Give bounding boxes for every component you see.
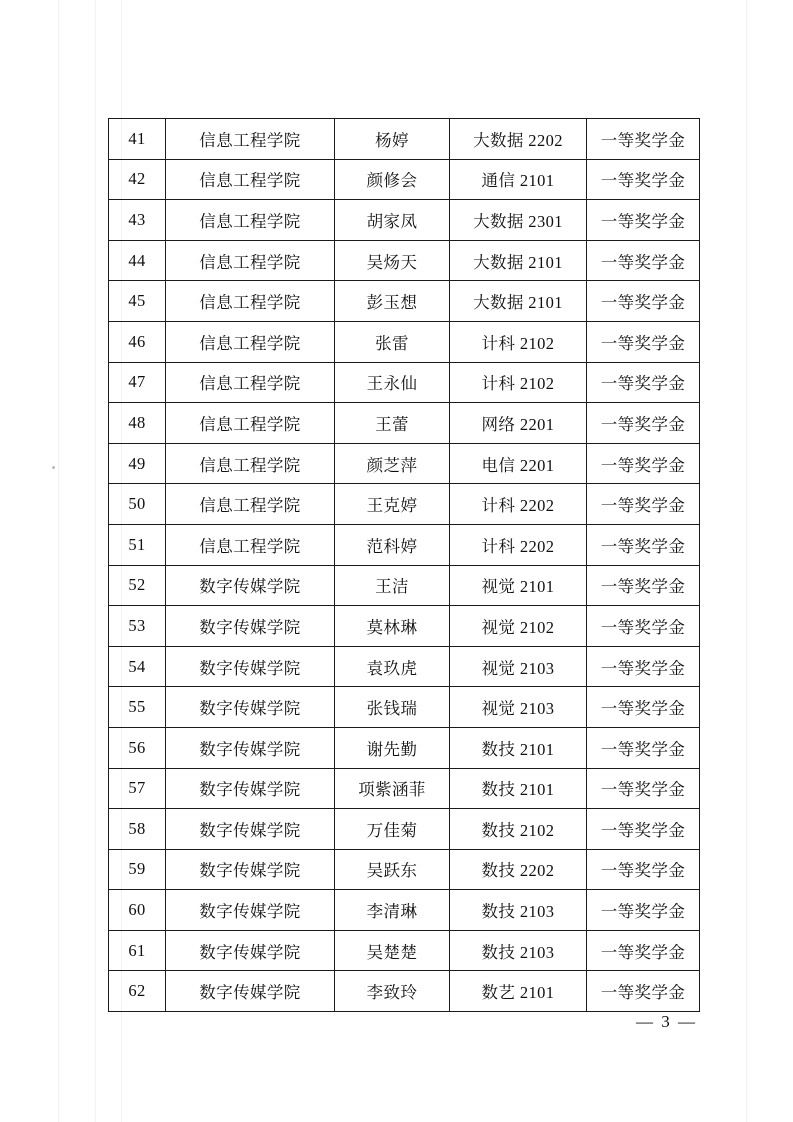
row-name-cell: 莫林琳 (335, 606, 450, 647)
row-award-cell: 一等奖学金 (587, 281, 700, 322)
row-class-cell: 大数据 2101 (450, 281, 587, 322)
row-class-cell: 数艺 2101 (450, 971, 587, 1012)
row-department-cell: 信息工程学院 (166, 321, 335, 362)
row-department-cell: 数字传媒学院 (166, 930, 335, 971)
table-row (109, 362, 700, 403)
row-name-cell: 颜芝萍 (335, 443, 450, 484)
row-department-cell: 数字传媒学院 (166, 606, 335, 647)
row-department-cell: 数字传媒学院 (166, 687, 335, 728)
row-index-cell: 54 (109, 646, 166, 687)
row-department-cell: 信息工程学院 (166, 443, 335, 484)
table-row (109, 971, 700, 1012)
row-class-cell: 数技 2102 (450, 809, 587, 850)
row-department-cell: 信息工程学院 (166, 524, 335, 565)
row-department-cell: 信息工程学院 (166, 119, 335, 160)
row-class-cell: 数技 2101 (450, 768, 587, 809)
row-index-cell: 49 (109, 443, 166, 484)
row-name-cell: 吴跃东 (335, 849, 450, 890)
page-number: — 3 — (636, 1012, 697, 1031)
row-class-cell: 通信 2101 (450, 159, 587, 200)
row-class-cell: 数技 2103 (450, 890, 587, 931)
table-row (109, 159, 700, 200)
row-index-cell: 43 (109, 200, 166, 241)
row-award-cell: 一等奖学金 (587, 403, 700, 444)
row-class-cell: 计科 2202 (450, 524, 587, 565)
scan-fold-line (95, 0, 96, 1122)
row-name-cell: 张雷 (335, 321, 450, 362)
row-class-cell: 网络 2201 (450, 403, 587, 444)
row-name-cell: 张钱瑞 (335, 687, 450, 728)
row-index-cell: 56 (109, 727, 166, 768)
row-index-cell: 61 (109, 930, 166, 971)
row-name-cell: 李清琳 (335, 890, 450, 931)
row-index-cell: 42 (109, 159, 166, 200)
table-row (109, 930, 700, 971)
row-department-cell: 信息工程学院 (166, 362, 335, 403)
row-award-cell: 一等奖学金 (587, 565, 700, 606)
table-row (109, 200, 700, 241)
row-index-cell: 46 (109, 321, 166, 362)
row-department-cell: 数字传媒学院 (166, 809, 335, 850)
row-department-cell: 信息工程学院 (166, 200, 335, 241)
row-name-cell: 王洁 (335, 565, 450, 606)
row-index-cell: 62 (109, 971, 166, 1012)
row-award-cell: 一等奖学金 (587, 687, 700, 728)
table-row (109, 890, 700, 931)
row-index-cell: 50 (109, 484, 166, 525)
row-department-cell: 信息工程学院 (166, 484, 335, 525)
row-name-cell: 王永仙 (335, 362, 450, 403)
row-index-cell: 41 (109, 119, 166, 160)
row-department-cell: 信息工程学院 (166, 403, 335, 444)
row-class-cell: 大数据 2202 (450, 119, 587, 160)
table-row (109, 119, 700, 160)
row-department-cell: 数字传媒学院 (166, 646, 335, 687)
row-department-cell: 数字传媒学院 (166, 849, 335, 890)
row-index-cell: 58 (109, 809, 166, 850)
row-index-cell: 59 (109, 849, 166, 890)
row-award-cell: 一等奖学金 (587, 727, 700, 768)
row-department-cell: 数字传媒学院 (166, 890, 335, 931)
row-award-cell: 一等奖学金 (587, 646, 700, 687)
table-row (109, 606, 700, 647)
row-name-cell: 彭玉想 (335, 281, 450, 322)
row-award-cell: 一等奖学金 (587, 890, 700, 931)
row-award-cell: 一等奖学金 (587, 240, 700, 281)
row-class-cell: 视觉 2103 (450, 646, 587, 687)
row-name-cell: 范科婷 (335, 524, 450, 565)
row-department-cell: 信息工程学院 (166, 281, 335, 322)
row-name-cell: 颜修会 (335, 159, 450, 200)
row-class-cell: 大数据 2301 (450, 200, 587, 241)
row-award-cell: 一等奖学金 (587, 809, 700, 850)
table-row (109, 281, 700, 322)
row-class-cell: 计科 2102 (450, 321, 587, 362)
table-row (109, 484, 700, 525)
row-award-cell: 一等奖学金 (587, 524, 700, 565)
row-award-cell: 一等奖学金 (587, 971, 700, 1012)
row-index-cell: 47 (109, 362, 166, 403)
row-index-cell: 52 (109, 565, 166, 606)
row-award-cell: 一等奖学金 (587, 484, 700, 525)
table-row (109, 321, 700, 362)
row-name-cell: 胡家凤 (335, 200, 450, 241)
table-row (109, 403, 700, 444)
row-name-cell: 王克婷 (335, 484, 450, 525)
row-name-cell: 项紫涵菲 (335, 768, 450, 809)
table-row (109, 768, 700, 809)
table-row (109, 240, 700, 281)
table-row (109, 443, 700, 484)
row-class-cell: 大数据 2101 (450, 240, 587, 281)
row-department-cell: 数字传媒学院 (166, 971, 335, 1012)
row-award-cell: 一等奖学金 (587, 443, 700, 484)
row-department-cell: 数字传媒学院 (166, 565, 335, 606)
row-award-cell: 一等奖学金 (587, 768, 700, 809)
row-class-cell: 数技 2101 (450, 727, 587, 768)
row-award-cell: 一等奖学金 (587, 362, 700, 403)
row-department-cell: 数字传媒学院 (166, 727, 335, 768)
table-row (109, 646, 700, 687)
scan-speck (52, 466, 55, 469)
row-award-cell: 一等奖学金 (587, 930, 700, 971)
row-class-cell: 计科 2102 (450, 362, 587, 403)
row-award-cell: 一等奖学金 (587, 606, 700, 647)
row-index-cell: 55 (109, 687, 166, 728)
row-class-cell: 视觉 2102 (450, 606, 587, 647)
row-index-cell: 45 (109, 281, 166, 322)
table-row (109, 565, 700, 606)
row-award-cell: 一等奖学金 (587, 159, 700, 200)
row-class-cell: 电信 2201 (450, 443, 587, 484)
row-class-cell: 数技 2202 (450, 849, 587, 890)
table-row (109, 524, 700, 565)
table-row (109, 849, 700, 890)
row-index-cell: 51 (109, 524, 166, 565)
row-award-cell: 一等奖学金 (587, 119, 700, 160)
row-class-cell: 计科 2202 (450, 484, 587, 525)
table-row (109, 687, 700, 728)
row-name-cell: 王蕾 (335, 403, 450, 444)
row-class-cell: 视觉 2101 (450, 565, 587, 606)
row-index-cell: 53 (109, 606, 166, 647)
row-index-cell: 60 (109, 890, 166, 931)
row-name-cell: 袁玖虎 (335, 646, 450, 687)
row-name-cell: 谢先勤 (335, 727, 450, 768)
row-index-cell: 57 (109, 768, 166, 809)
row-name-cell: 杨婷 (335, 119, 450, 160)
row-index-cell: 48 (109, 403, 166, 444)
scholarship-roster-table-wrapper (108, 118, 694, 1012)
row-award-cell: 一等奖学金 (587, 849, 700, 890)
row-name-cell: 万佳菊 (335, 809, 450, 850)
scan-fold-line (746, 0, 747, 1122)
scholarship-roster-table (108, 118, 700, 1012)
row-name-cell: 李致玲 (335, 971, 450, 1012)
row-department-cell: 信息工程学院 (166, 159, 335, 200)
table-row (109, 809, 700, 850)
scan-fold-line (58, 0, 59, 1122)
row-department-cell: 数字传媒学院 (166, 768, 335, 809)
row-name-cell: 吴炀天 (335, 240, 450, 281)
row-class-cell: 数技 2103 (450, 930, 587, 971)
row-department-cell: 信息工程学院 (166, 240, 335, 281)
row-name-cell: 吴楚楚 (335, 930, 450, 971)
row-class-cell: 视觉 2103 (450, 687, 587, 728)
row-award-cell: 一等奖学金 (587, 321, 700, 362)
row-award-cell: 一等奖学金 (587, 200, 700, 241)
row-index-cell: 44 (109, 240, 166, 281)
table-row (109, 727, 700, 768)
